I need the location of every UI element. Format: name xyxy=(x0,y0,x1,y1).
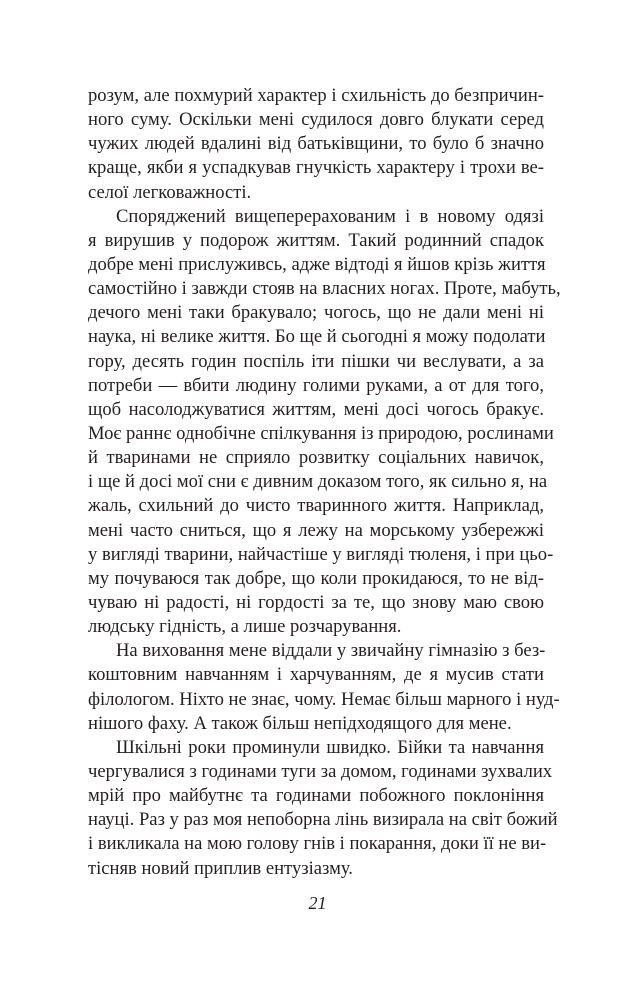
text-line: Шкільні роки проминули швидко. Бійки та навчання xyxy=(116,736,544,758)
text-line: селої легковажності. xyxy=(88,181,252,203)
text-line: щоб насолоджуватися життям, мені досі чогось бракує. xyxy=(88,398,544,420)
text-line: й тваринами не сприяло розвитку соціальних навичок, xyxy=(88,447,544,469)
text-line: я вирушив у подорож життям. Такий родинний спадок xyxy=(88,229,544,251)
page-number: 21 xyxy=(308,893,327,913)
body-text xyxy=(88,84,561,881)
text-line: потреби — вбити людину голими руками, а от для того, xyxy=(88,374,544,396)
text-line: мені часто сниться, що я лежу на морському узбережжі xyxy=(88,519,544,541)
text-line: чужих людей вдалині від батьківщини, то було б значно xyxy=(88,133,544,155)
text-line: нішого фаху. А також більш непідходящого для мене. xyxy=(88,712,512,734)
text-line: му почуваюся так добре, що коли прокидаюся, то не від- xyxy=(88,567,544,589)
text-line: тісняв новий приплив ентузіазму. xyxy=(88,857,353,879)
text-line: мрій про майбутнє та годинами побожного поклоніння xyxy=(88,785,544,807)
text-line: краще, якби я успадкував гнучкість характеру і трохи ве- xyxy=(88,157,544,179)
text-line: і ще й досі мої сни є дивним доказом того, як сильно я, на xyxy=(88,471,548,493)
text-line: розум, але похмурий характер і схильність до безпричин- xyxy=(88,85,544,106)
text-line: людську гідність, а лише розчарування. xyxy=(88,616,402,638)
text-line: самостійно і завжди стояв на власних ногах. Проте, мабуть, xyxy=(88,278,561,300)
text-line: ного суму. Оскільки мені судилося довго блукати серед xyxy=(88,109,544,131)
text-line: науці. Раз у раз моя непоборна лінь визирала на світ божий xyxy=(88,809,558,831)
text-line: гору, десять годин поспіль іти пішки чи веслувати, а за xyxy=(88,350,544,372)
text-line: жаль, схильний до чисто тваринного життя. Наприклад, xyxy=(88,495,544,517)
text-line: На виховання мене віддали у звичайну гімназію з без- xyxy=(116,640,546,662)
text-line: чуваю ні радості, ні гордості за те, що знову маю свою xyxy=(88,591,544,613)
text-line: чергувалися з годинами туги за домом, годинами зухвалих xyxy=(88,760,553,782)
text-line: Споряджений вищеперерахованим і в новому одязі xyxy=(116,205,544,227)
text-line: філологом. Ніхто не знає, чому. Немає більш марного і нуд- xyxy=(88,688,560,710)
text-line: дечого мені таки бракувало; чогось, що не дали мені ні xyxy=(88,302,544,324)
paragraph xyxy=(88,639,560,736)
text-line: коштовним навчанням і харчуванням, де я мусив стати xyxy=(88,664,544,686)
text-line: добре мені прислуживсь, адже відтоді я йшов крізь життя xyxy=(88,253,546,275)
text-line: у вигляді тварини, найчастіше у вигляді тюленя, і при цьо- xyxy=(88,543,554,565)
text-line: наука, ні велике життя. Бо ще й сьогодні я можу подолати xyxy=(88,326,546,348)
paragraph xyxy=(88,205,561,640)
text-line: і викликала на мою голову гнів і покарання, доки її не ви- xyxy=(88,833,547,855)
paragraph xyxy=(88,736,558,881)
text-line: Моє раннє однобічне спілкування із природою, рослинами xyxy=(88,422,554,444)
paragraph xyxy=(88,84,544,205)
